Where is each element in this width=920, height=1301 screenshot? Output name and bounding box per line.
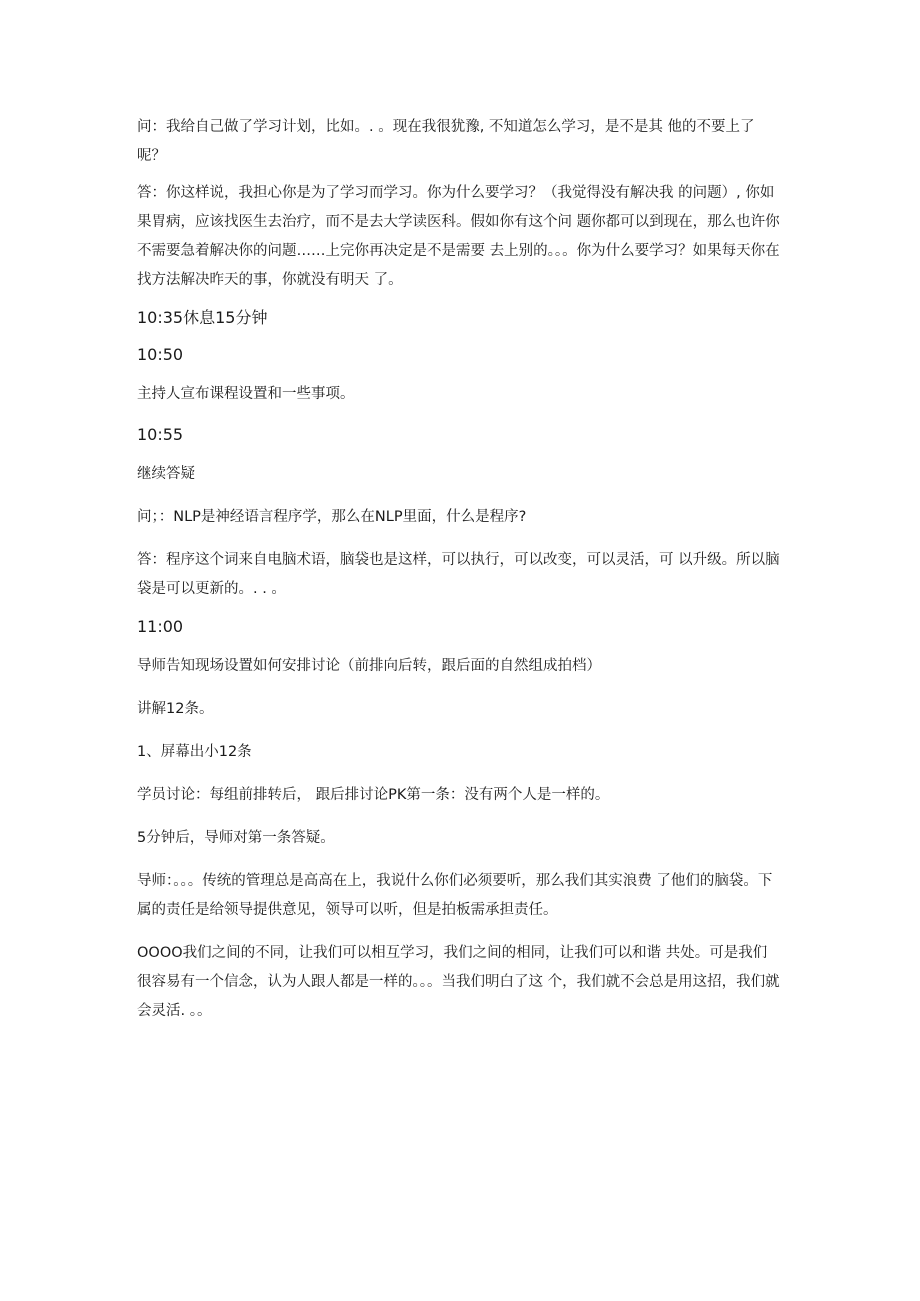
answer-paragraph: 答：程序这个词来自电脑术语，脑袋也是这样，可以执行，可以改变，可以灵活，可 以升级。所以脑袋是可以更新的。. . 。 xyxy=(137,552,780,597)
question-paragraph: 问：我给自己做了学习计划，比如。. 。现在我很犹豫, 不知道怎么学习，是不是其 他的不要上了呢？ xyxy=(137,119,755,164)
document-body xyxy=(137,113,781,1026)
time-stamp: 10:50 xyxy=(137,345,184,364)
list-item: 1、屏幕出小12条 xyxy=(137,744,252,760)
list-intro: 讲解12条。 xyxy=(137,701,214,717)
instruction-paragraph: 导师告知现场设置如何安排讨论（前排向后转，跟后面的自然组成拍档） xyxy=(137,658,601,674)
section-heading: 继续答疑 xyxy=(137,466,195,482)
time-stamp: 11:00 xyxy=(137,617,184,636)
mentor-paragraph: 导师：。。。传统的管理总是高高在上，我说什么你们必须要听，那么我们其实浪费 了他们的脑袋。下属的责任是给领导提供意见，领导可以听，但是拍板需承担责任。 xyxy=(137,873,773,918)
closing-paragraph: OOOO我们之间的不同，让我们可以相互学习，我们之间的相同，让我们可以和谐 共处。可是我们很容易有一个信念，认为人跟人都是一样的。。。当我们明白了这 个，我们就不会总是用这招，我们就会灵活. 。。 xyxy=(137,945,780,1019)
time-break: 10:35休息15分钟 xyxy=(137,308,268,327)
answer-paragraph: 答：你这样说，我担心你是为了学习而学习。你为什么要学习？（我觉得没有解决我 的问题）, 你如果胃病，应该找医生去治疗，而不是去大学读医科。假如你有这个问 题你都可以到现在，那么也许你不需要急着解决你的问题……上完你再决定是不是需要 去上别的。。。你为什么要学习？如果每天你在找方法解决昨天的事，你就没有明天 了。 xyxy=(137,185,780,288)
time-stamp: 10:55 xyxy=(137,425,184,444)
followup-paragraph: 5分钟后，导师对第一条答疑。 xyxy=(137,830,335,846)
announcement-paragraph: 主持人宣布课程设置和一些事项。 xyxy=(137,386,355,402)
discussion-paragraph: 学员讨论：每组前排转后， 跟后排讨论PK第一条：没有两个人是一样的。 xyxy=(137,787,610,803)
question-paragraph: 问；：NLP是神经语言程序学，那么在NLP里面，什么是程序? xyxy=(137,509,527,525)
